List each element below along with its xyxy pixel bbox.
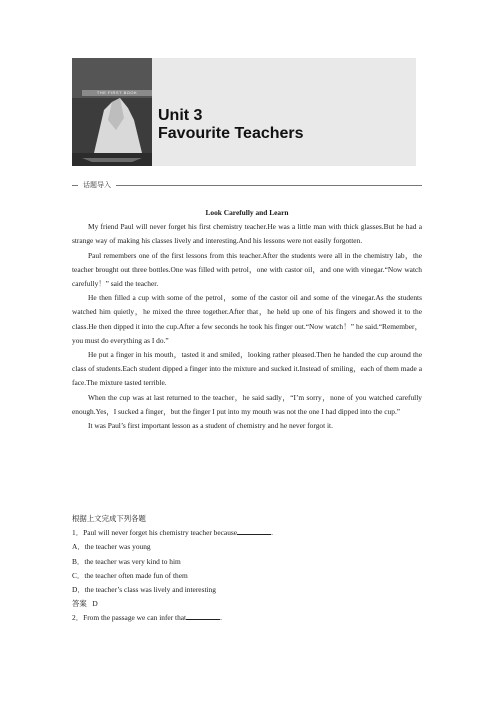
article-paragraph: My friend Paul will never forget his first chemistry teacher.He was a little man with thick glasses.But he had a strange way of making his classes lively and interesting.And his lessons were not easily forgotten. (72, 222, 422, 246)
answer-blank (237, 526, 273, 538)
answer-line (72, 597, 422, 611)
exercise-instruction: 根据上文完成下列各题 (72, 514, 146, 523)
option-d: D．the teacher’s class was lively and interesting (72, 585, 216, 595)
section-divider (72, 185, 422, 186)
question-2-stem (72, 611, 422, 625)
answer-value: D (92, 599, 98, 609)
exercise-section (72, 512, 422, 626)
article-paragraph: It was Paul’s first important lesson as a student of chemistry and he never forgot it. (88, 421, 333, 431)
unit-number: Unit 3 (158, 107, 203, 124)
question-1-stem (72, 526, 422, 540)
article-paragraph: He put a finger in his mouth，tasted it and smiled，looking rather pleased.Then he handed the cup around the class of students.Each student dipped a finger into the mixture and sucked it.Instead of smiling，each of them made a face.The mixture tasted terrible. (72, 350, 422, 388)
answer-blank (186, 611, 222, 623)
book-cover-image (72, 58, 152, 166)
option-a: A．the teacher was young (72, 542, 151, 552)
book-cover-label: THE FIRST BOOK (82, 90, 152, 96)
iceberg-illustration (72, 58, 152, 166)
article-title: Look Carefully and Learn (205, 208, 289, 217)
question-2-end: . (220, 613, 222, 623)
answer-label: 答案 (72, 599, 87, 609)
option-c: C．the teacher often made fun of them (72, 570, 188, 580)
unit-title: Favourite Teachers (158, 125, 304, 142)
question-2-text: 2．From the passage we can infer that (72, 613, 187, 623)
article-paragraph: He then filled a cup with some of the petrol，some of the castor oil and some of the vinegar.As the students watched him quietly，he mixed the three together.After that，he held up one of his fingers and showed it to the class.He then dipped it into the cup.After a few seconds he took his finger out.“Now watch！” he said.“Remember，you must do everything as I do.” (72, 293, 422, 345)
section-label: 话题导入 (78, 178, 116, 192)
question-1-text: 1．Paul will never forget his chemistry teacher because (72, 528, 238, 538)
option-b: B．the teacher was very kind to him (72, 556, 181, 566)
question-1-end: . (271, 528, 273, 538)
reading-article (72, 206, 422, 433)
article-paragraph: When the cup was at last returned to the teacher，he said sadly，“I’m sorry，none of you watched carefully enough.Yes，I sucked a finger，but the finger I put into my mouth was not the one I had dipped into the cup.” (72, 392, 422, 416)
article-paragraph: Paul remembers one of the first lessons from this teacher.After the students were all in the chemistry lab，the teacher brought out three bottles.One was filled with petrol，one with castor oil，and one with vinegar.“Now watch carefully！” said the teacher. (72, 250, 422, 289)
